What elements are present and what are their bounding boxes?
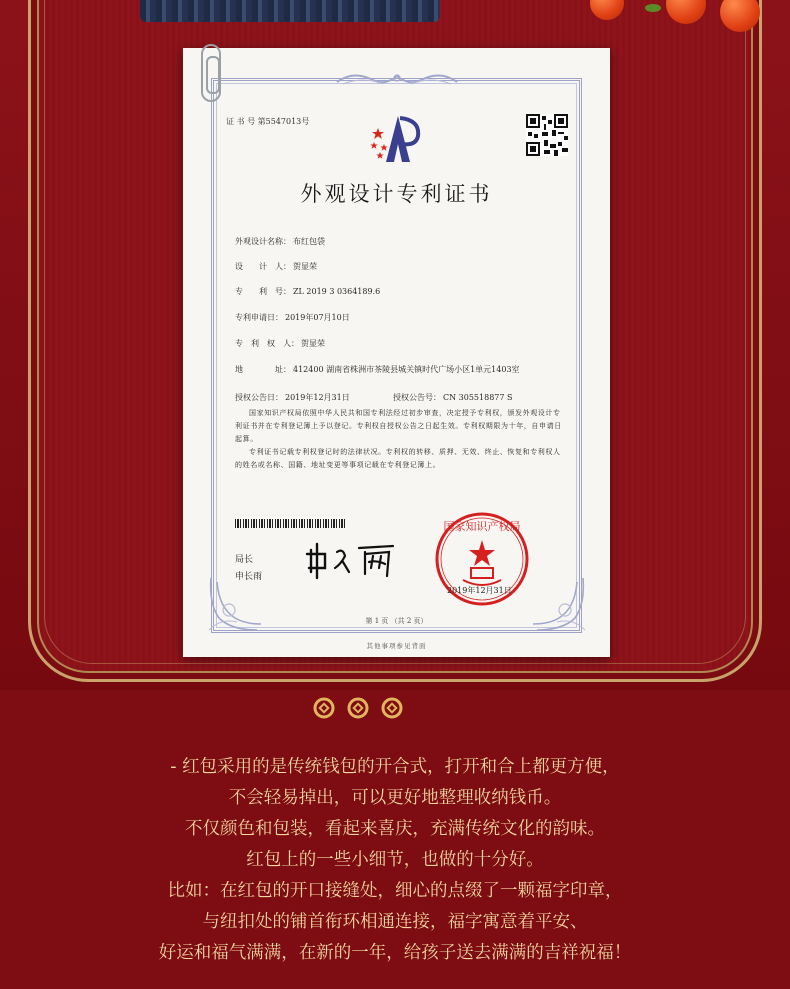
field-label: 设 计 人： [235,262,291,271]
field-label: 专 利 权 人： [235,339,299,348]
certificate-paragraph-2: 专利证书记载专利权登记时的法律状况。专利权的转移、质押、无效、终止、恢复和专利权人的姓名或名称、国籍、地址变更等事项记载在专利登记簿上。 [235,448,561,469]
description-line: 不仅颜色和包装，看起来喜庆，充满传统文化的韵味。 [185,819,605,839]
description-line: 红包上的一些小细节，也做的十分好。 [246,850,544,870]
field-designer [235,261,317,272]
field-label: 外观设计名称： [235,237,291,246]
fabric-decoration [140,0,440,22]
field-value: 布红包袋 [293,237,325,246]
description-line: 比如：在红包的开口接缝处，细心的点缀了一颗福字印章， [167,881,623,901]
field-label: 专利申请日： [235,313,283,322]
page-number: 第 1 页 （共 2 页） [365,617,428,625]
field-value: ZL 2019 3 0364189.6 [293,287,381,296]
patent-office-logo-icon [368,114,428,166]
patent-certificate [183,48,610,657]
field-value: 贺显荣 [301,339,325,348]
field-label: 授权公告号： [393,393,441,402]
field-value: 2019年07月10日 [285,313,350,322]
product-description [0,752,790,969]
field-value: 贺显荣 [293,262,317,271]
qr-code-icon [526,114,568,156]
certificate-number: 证 书 号 第5547013号 [226,117,310,126]
field-address [235,364,523,375]
director-title: 局长 [235,555,254,565]
coin-ornament-icon [312,696,404,720]
field-label: 授权公告日： [235,393,283,402]
paperclip-icon [201,44,221,102]
leaf-decoration [645,4,661,12]
director-name: 申长雨 [235,572,263,582]
field-patentee [235,338,325,349]
description-line: 与纽扣处的铺首衔环相通连接，福字寓意着平安、 [202,912,588,932]
field-value: CN 305518877 S [443,393,513,402]
field-application-date [235,312,350,323]
field-value: 2019年12月31日 [285,393,350,402]
see-back-note: 其他事项参见背面 [366,642,427,650]
field-patent-number [235,286,380,297]
signature-icon [303,538,403,582]
description-line: - 红包采用的是传统钱包的开合式，打开和合上都更方便， [170,757,620,777]
scroll-ornament-icon [333,70,461,88]
field-label: 地 址： [235,365,291,374]
field-value: 412400 湖南省株洲市茶陵县城关镇时代广场小区1单元1403室 [293,365,520,374]
certificate-paragraph-1: 国家知识产权局依照中华人民共和国专利法经过初步审查，决定授予专利权，颁发外观设计专利证书并在专利登记簿上予以登记。专利权自授权公告之日起生效。专利权期限为十年，自申请日起算。 [235,409,562,443]
seal-date: 2019年12月31日 [447,586,512,595]
description-line: 好运和福气满满，在新的一年，给孩子送去满满的吉祥祝福！ [158,943,632,963]
description-line: 不会轻易掉出，可以更好地整理收纳钱币。 [228,788,562,808]
field-design-name [235,236,325,247]
barcode-icon [235,519,345,528]
document-title: 外观设计专利证书 [300,182,493,206]
field-grant-date [235,392,350,403]
field-label: 专 利 号： [235,287,291,296]
field-announcement-number [393,392,513,403]
svg-text:国家知识产权局: 国家知识产权局 [443,520,521,533]
